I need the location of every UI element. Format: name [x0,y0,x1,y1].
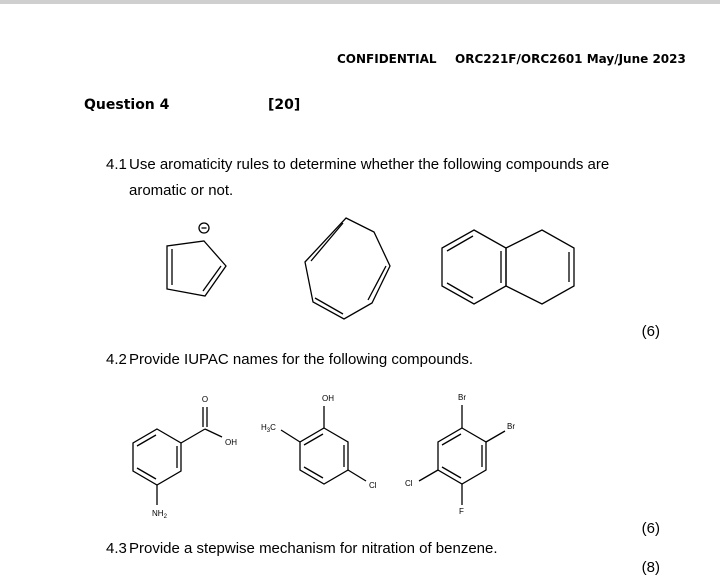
label-carbonyl-o: O [201,395,209,404]
q4-1-number: 4.1 [106,156,127,173]
label-nh2: $NH_2$ [152,509,167,520]
label-cl-1: Cl [369,481,377,490]
dihydronaphthalene-structure [442,230,574,304]
label-acid-oh: OH [225,438,237,447]
q4-1-marks: (6) [641,323,660,340]
label-h3c: $H_3C$ [261,423,276,434]
q4-3-number: 4.3 [106,540,127,557]
cyclopentadienyl-anion-structure [167,223,226,296]
q4-3-text: Provide a stepwise mechanism for nitration of benzene. [129,540,498,557]
confidential-label: CONFIDENTIAL [337,52,437,66]
label-cl-2: Cl [405,479,413,488]
dibromochlorofluorobenzene-structure [419,405,505,505]
label-br-1: Br [458,393,466,402]
question-title: Question 4 [84,97,170,113]
q4-3-marks: (8) [641,559,660,576]
q4-2-marks: (6) [641,520,660,537]
label-br-2: Br [507,422,515,431]
cycloheptatriene-structure [305,218,390,319]
label-f: F [459,507,464,516]
chloromethylphenol-structure [281,406,366,484]
question-total-marks: [20] [268,97,301,113]
q4-2-text: Provide IUPAC names for the following compounds. [129,351,474,368]
label-phenol-oh: OH [322,394,334,403]
aminobenzoic-acid-structure [133,407,222,505]
q4-1-text: Use aromaticity rules to determine whether the following compounds are [129,156,610,173]
q4-2-number: 4.2 [106,351,127,368]
course-code: ORC221F/ORC2601 May/June 2023 [455,52,686,66]
q4-1-text-cont: aromatic or not. [129,182,234,199]
